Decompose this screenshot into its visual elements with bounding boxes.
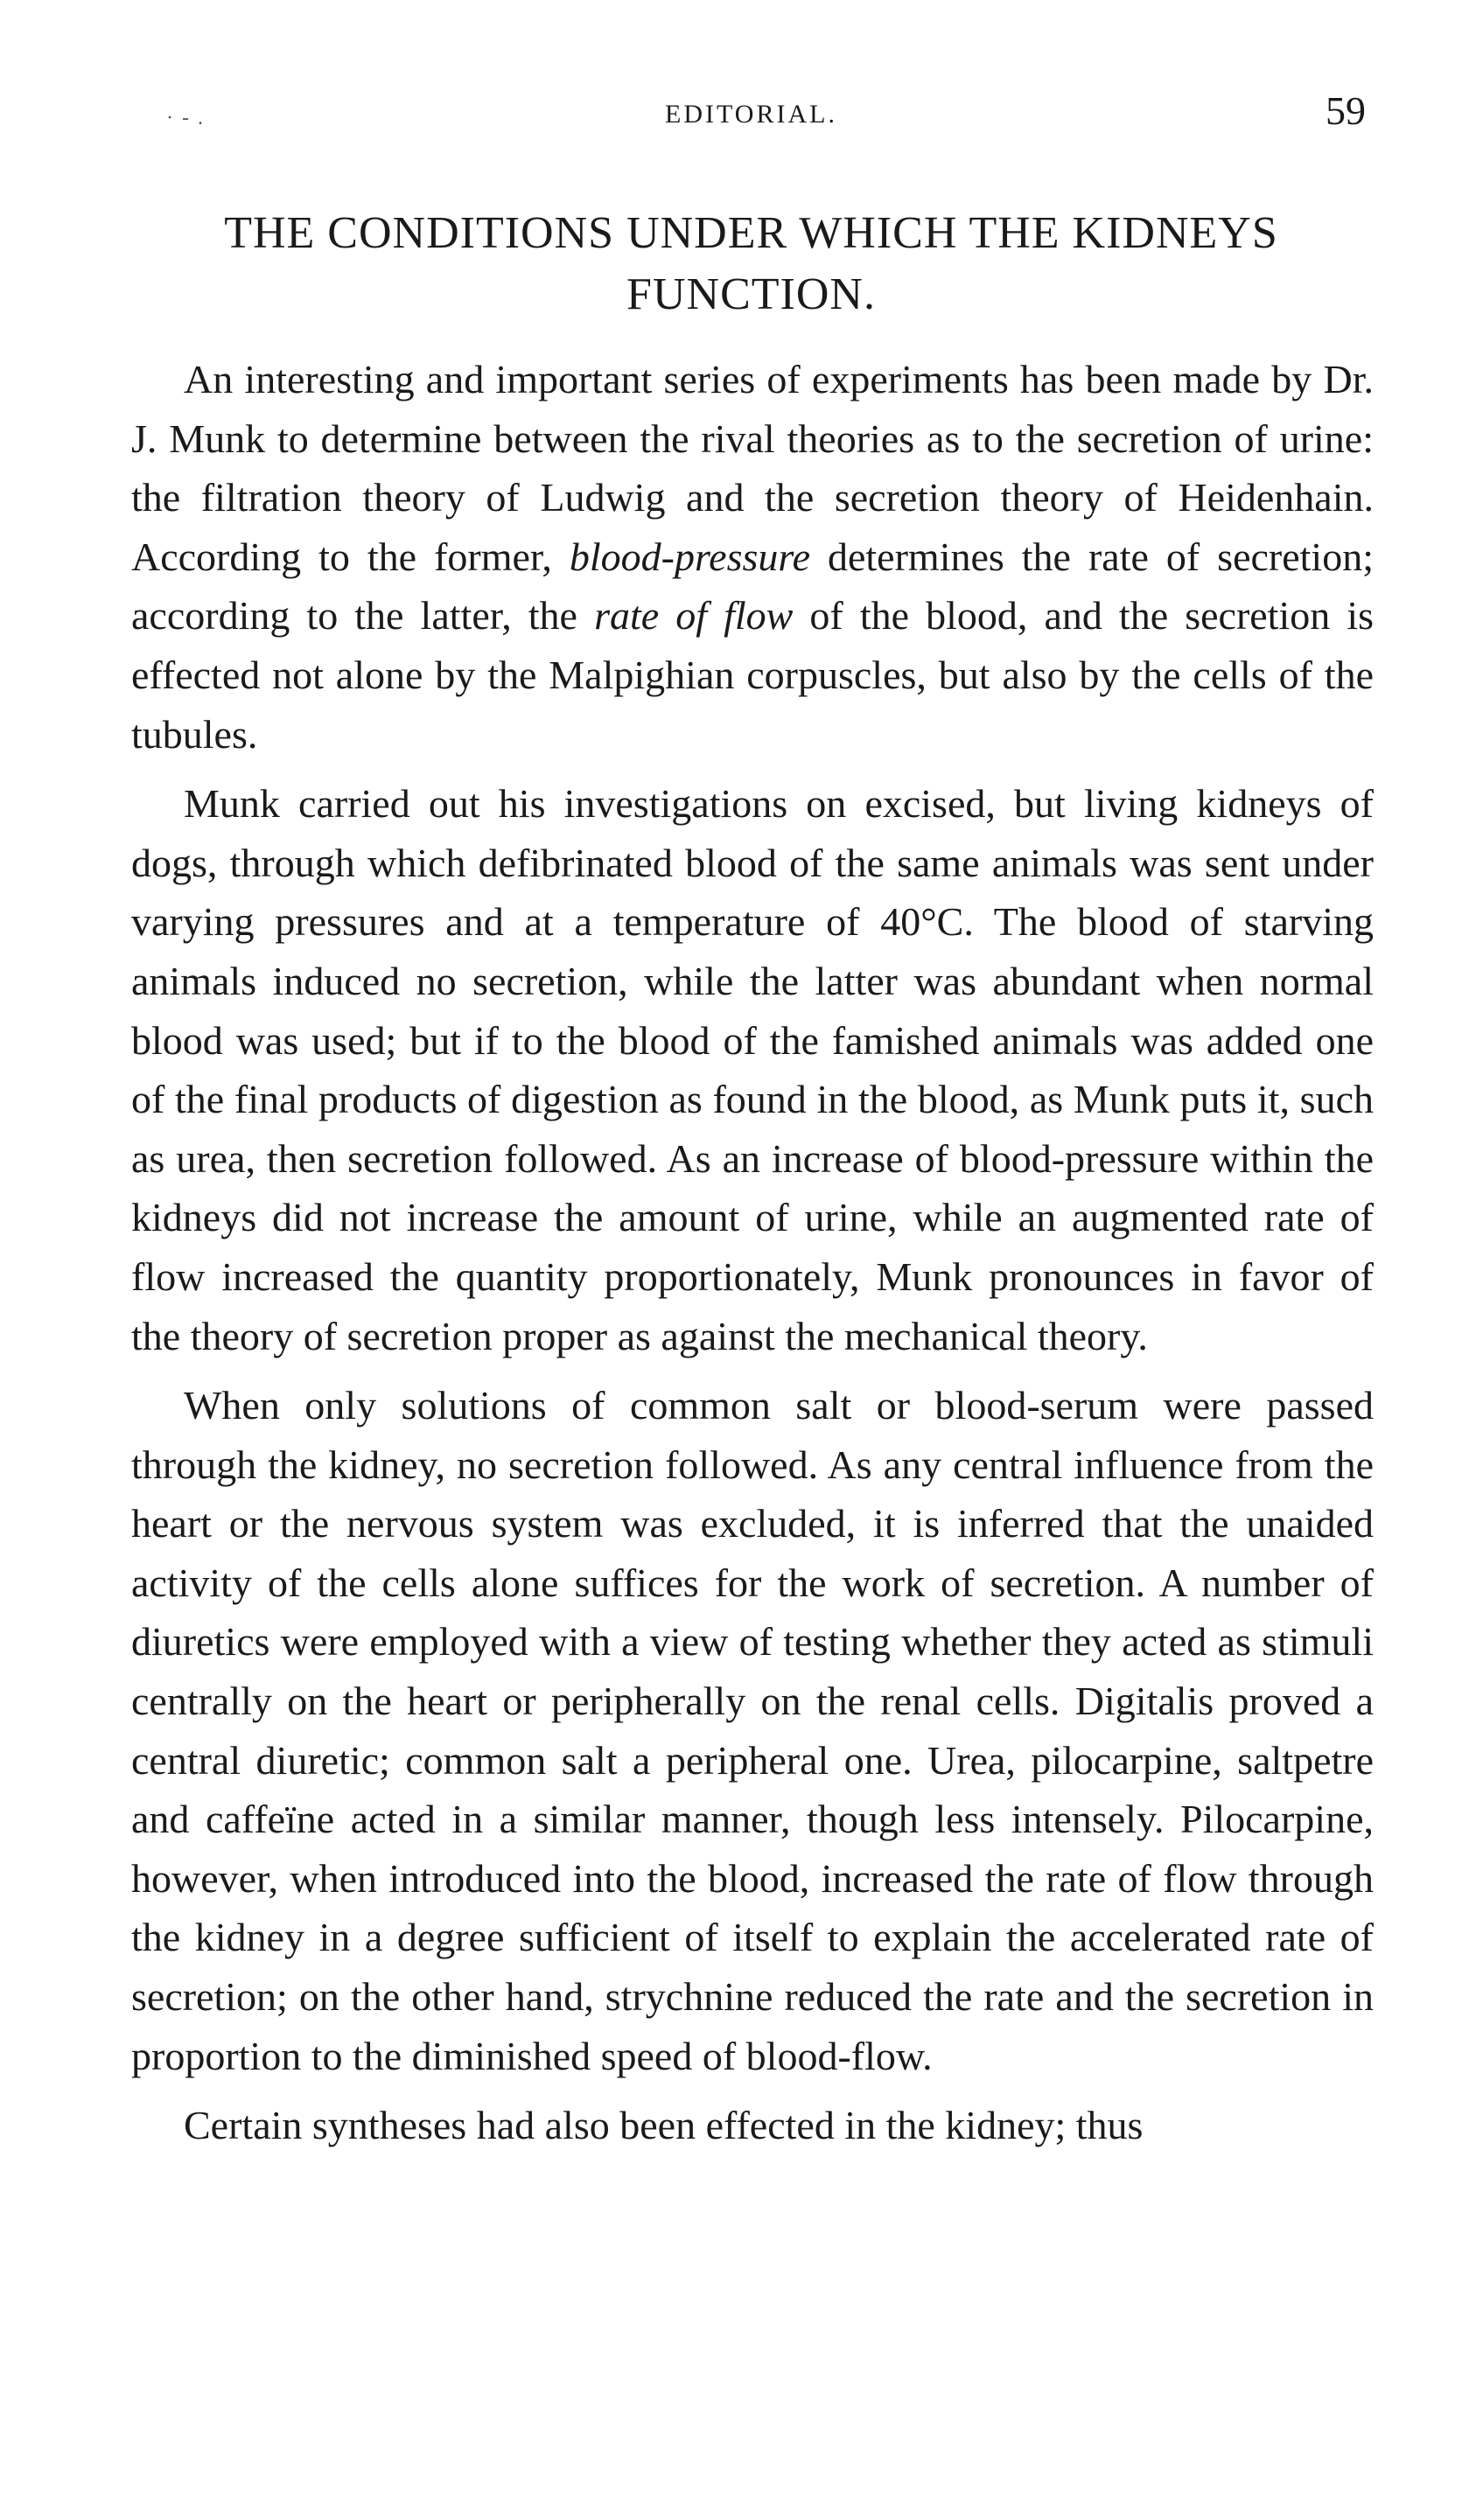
text-run: Certain syntheses had also been effected in the kidney; thus <box>184 2103 1144 2148</box>
text-run: of the blood, and the secretion is effected not alone by the Malpighian corpuscles, but also by the cells of the tubules. <box>131 593 1374 757</box>
italic-text: rate of flow <box>594 593 794 639</box>
article-title: THE CONDITIONS UNDER WHICH THE KIDNEYS FUNCTION. <box>224 208 1278 319</box>
text-run: Munk carried out his investigations on excised, but living kidneys of dogs, through which defibrinated blood of the same animals was sent under varying pressures and at a temperature of 40°C. The blood of starving animals induced no secretion, while the latter was abundant when normal blood was used; but if to the blood of the famished animals was added one of the final products of digestion as found in the blood, as Munk puts it, such as urea, then secretion followed. As an increase of blood-pressure within the kidneys did not increase the amount of urine, while an augmented rate of flow increased the quantity proportionately, Munk pronounces in favor of the theory of secretion proper as against the mechanical theory. <box>131 781 1374 1358</box>
running-head: EDITORIAL. <box>665 100 837 129</box>
page-header <box>131 87 1371 140</box>
paragraph <box>131 350 1374 764</box>
page-number: 59 <box>1326 88 1366 133</box>
paragraph <box>131 2096 1374 2155</box>
article-body <box>131 350 1374 2166</box>
print-speck: ·‐. <box>166 107 212 129</box>
paragraph <box>131 1376 1374 2085</box>
paragraph <box>131 774 1374 1365</box>
text-run: An interesting and important series of experiments has been made by Dr. J. Munk to determine between the rival theories as to the secretion of urine: the filtration theory of Ludwig and the secretion theory of Heidenhain. According to the former, <box>131 357 1374 579</box>
italic-text: blood-pressure <box>569 534 810 579</box>
text-run: determines the rate of secretion; according to the latter, the <box>131 534 1374 639</box>
text-run: When only solutions of common salt or blood-serum were passed through the kidney, no secretion followed. As any central influence from the heart or the nervous system was excluded, it is inferred that the unaided activity of the cells alone suffices for the work of secretion. A number of diuretics were employed with a view of testing whether they acted as stimuli centrally on the heart or peripherally on the renal cells. Digitalis proved a central diuretic; common salt a peripheral one. Urea, pilocarpine, saltpetre and caffeïne acted in a similar manner, though less intensely. Pilocarpine, however, when introduced into the blood, increased the rate of flow through the kidney in a degree sufficient of itself to explain the accelerated rate of secretion; on the other hand, strychnine reduced the rate and the secretion in proportion to the diminished speed of blood-flow. <box>131 1383 1374 2078</box>
